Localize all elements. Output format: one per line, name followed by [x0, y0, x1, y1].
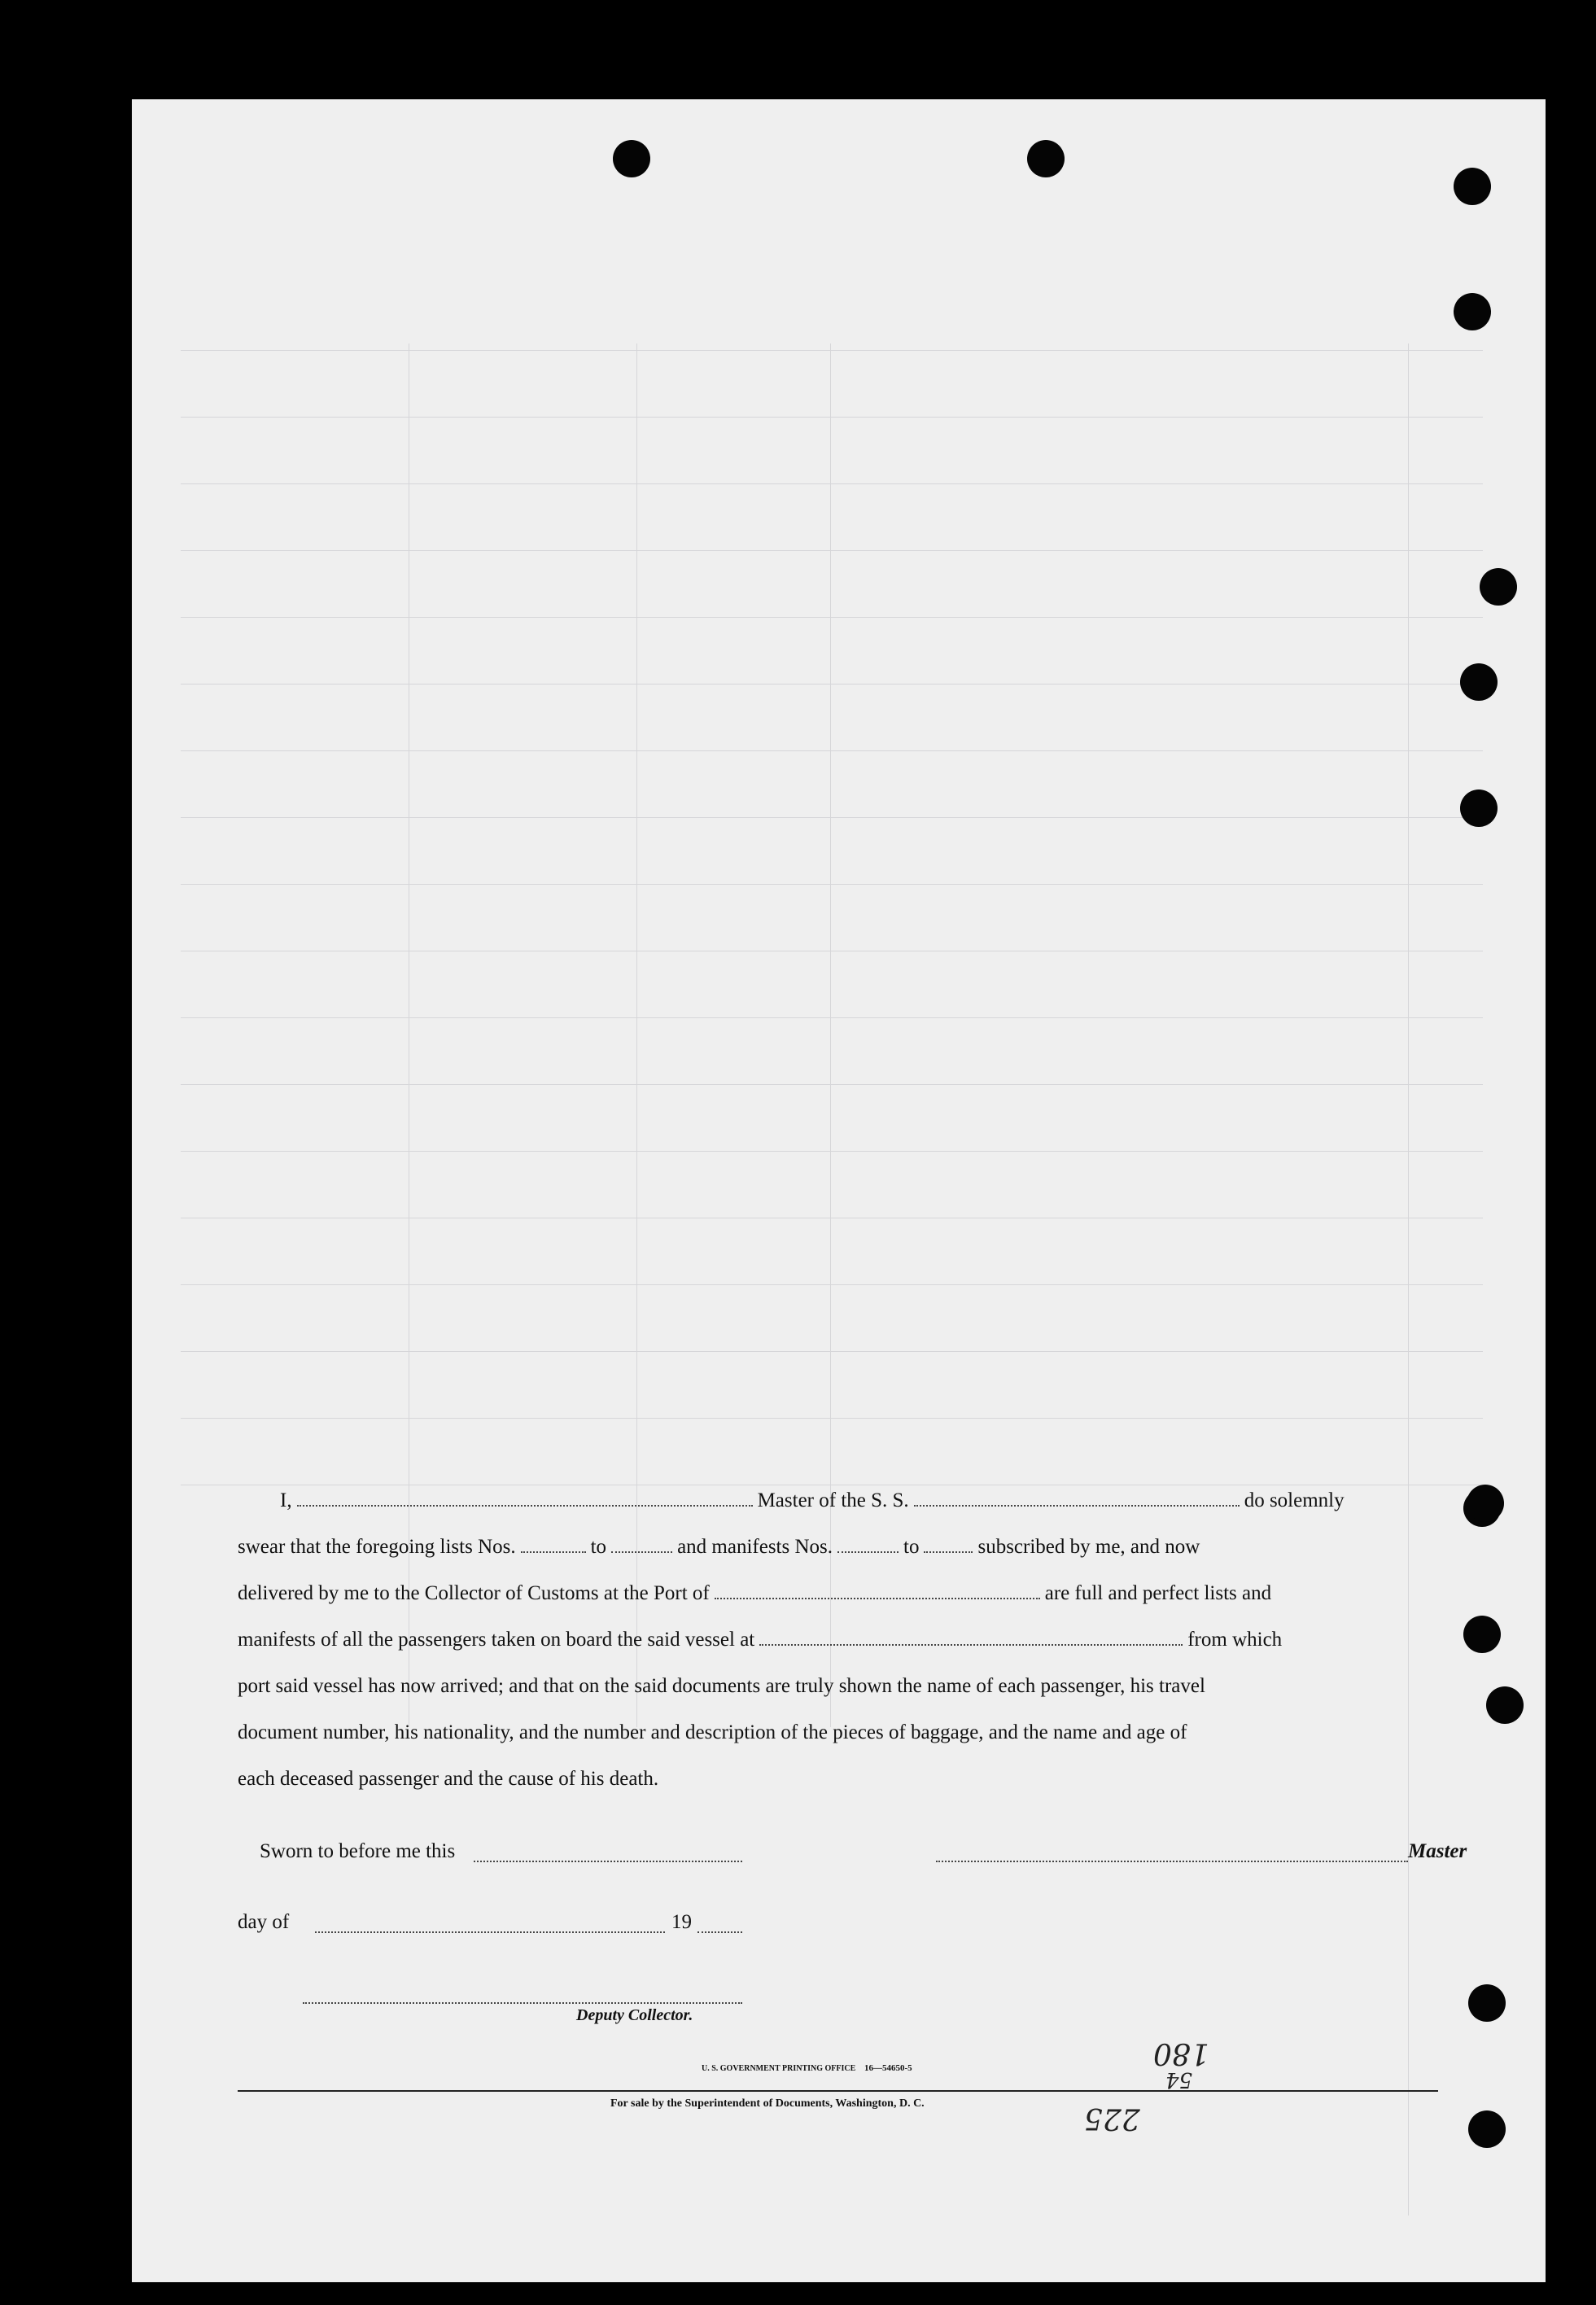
punch-hole: [1468, 1984, 1506, 2022]
ghost-rule: [181, 750, 1483, 751]
punch-hole: [1463, 1616, 1501, 1653]
ghost-rule: [181, 417, 1483, 418]
ghost-column-rule: [830, 343, 831, 1727]
oath-i: I,: [280, 1489, 292, 1511]
deputy-collector-label: Deputy Collector.: [576, 2006, 693, 2024]
for-sale-note: For sale by the Superintendent of Documents, Washington, D. C.: [610, 2097, 925, 2110]
year-prefix: 19: [671, 1911, 692, 1933]
master-label: Master: [1408, 1840, 1467, 1862]
ghost-rule: [181, 350, 1483, 351]
ghost-rule: [181, 1418, 1483, 1419]
handwritten-note-bottom: 225: [1084, 2102, 1140, 2135]
oath-full-perfect: are full and perfect lists and: [1044, 1582, 1272, 1604]
ghost-rule: [181, 1151, 1483, 1152]
sworn-label: Sworn to before me this: [260, 1840, 456, 1862]
oath-to-2: to: [903, 1536, 920, 1558]
punch-hole: [1468, 2110, 1506, 2148]
punch-hole: [1027, 140, 1065, 177]
punch-hole: [613, 140, 650, 177]
ghost-rule: [181, 617, 1483, 618]
printing-office: U. S. GOVERNMENT PRINTING OFFICE: [702, 2064, 856, 2073]
master-signature-line: [936, 1860, 1408, 1862]
punch-hole: [1454, 293, 1491, 330]
ghost-rule: [181, 1084, 1483, 1085]
year-line: [697, 1931, 742, 1933]
oath-port-of: delivered by me to the Collector of Customs at the Port of: [238, 1582, 710, 1604]
ghost-rule: [181, 1017, 1483, 1018]
manifest-page: [132, 99, 1546, 2282]
oath-manifests-nos: and manifests Nos.: [677, 1536, 833, 1558]
oath-line-6: document number, his nationality, and the number and description of the pieces of baggage, and the name and age of: [238, 1721, 1187, 1743]
ghost-rule: [181, 1284, 1483, 1285]
handwritten-note-mid: 54: [1165, 2067, 1193, 2092]
oath-from-which: from which: [1187, 1629, 1283, 1651]
ghost-rule: [181, 550, 1483, 551]
oath-line-1: [238, 1489, 1438, 1512]
oath-line-4: [238, 1629, 1438, 1651]
oath-line-7: each deceased passenger and the cause of his death.: [238, 1768, 659, 1790]
handwritten-note-top: 180: [1153, 2036, 1209, 2070]
punch-hole: [1460, 789, 1498, 827]
day-of-label: day of: [238, 1911, 290, 1933]
ghost-rule: [181, 884, 1483, 885]
punch-hole: [1486, 1686, 1524, 1724]
oath-vessel-at: manifests of all the passengers taken on board the said vessel at: [238, 1629, 755, 1651]
oath-solemnly: do solemnly: [1244, 1489, 1345, 1511]
oath-subscribed: subscribed by me, and now: [977, 1536, 1200, 1558]
deputy-signature-line: [303, 2001, 742, 2004]
oath-lists-nos: swear that the foregoing lists Nos.: [238, 1536, 516, 1558]
punch-hole: [1480, 568, 1517, 606]
oath-master-of: Master of the S. S.: [757, 1489, 909, 1511]
sworn-date-line: [474, 1860, 742, 1862]
day-of-line: [315, 1931, 665, 1933]
oath-line-2: [238, 1536, 1438, 1559]
punch-hole: [1460, 663, 1498, 701]
oath-line-5: port said vessel has now arrived; and that on the said documents are truly shown the name of each passenger, his travel: [238, 1675, 1205, 1697]
ghost-rule: [181, 483, 1483, 484]
punch-hole: [1467, 1485, 1504, 1522]
punch-hole: [1454, 168, 1491, 205]
form-number: 16—54650-5: [864, 2063, 912, 2073]
ghost-column-rule: [636, 343, 637, 1727]
oath-to: to: [590, 1536, 607, 1558]
ghost-column-rule: [1408, 343, 1409, 2215]
oath-line-3: [238, 1582, 1438, 1605]
ghost-rule: [181, 1351, 1483, 1352]
ghost-rule: [181, 817, 1483, 818]
footer-rule: [238, 2090, 1438, 2092]
ghost-rule: [181, 684, 1483, 685]
